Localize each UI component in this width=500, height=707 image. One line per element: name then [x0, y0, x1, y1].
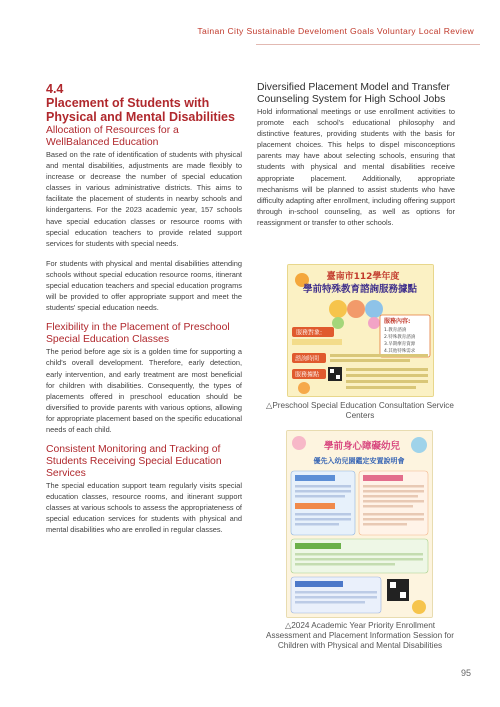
caption-preschool-consultation: △Preschool Special Education Consultation Service Centers [266, 401, 454, 420]
paragraph-diversified: Hold informational meetings or use enrollment activities to promote each school's educational philosophy and distinctive features, providing students with the basis for placement choices. This helps to dispel misconceptions parents may have about selecting schools, ensuring that students with physical and mental disabilities receive appropriate placement. Additionally, appropriate mechanisms will be planned to assist students who have difficulty adapting after enrollment, including offering support through in-school counseling, as well as options for reassignment or transfer to other schools. [257, 107, 455, 227]
poster1-tag-content: 服務內容: [384, 318, 411, 325]
poster2-graphic [287, 431, 432, 617]
poster1-graphic [288, 265, 433, 396]
caption-enrollment-session: △2024 Academic Year Priority Enrollment Assessment and Placement Information Session for Children with Physical and Mental Disabilities [266, 621, 454, 650]
poster1-tag-location: 服務據點 [295, 371, 320, 379]
paragraph-allocation: Based on the rate of identification of students with physical and mental disabilities, adjustments are made flexibly to increase or decrease the number of special education classes in various administrative districts. This aims to facilitate the placement of students in nearby schools and kindergartens. For the 2023 academic year, 157 schools have special education classes or resource rooms with special education teachers to provide related support services for students with special needs. [46, 150, 242, 248]
enrollment-session-poster [286, 430, 433, 618]
poster2-title-line1: 學前身心障礙幼兒 [323, 441, 401, 452]
header-rule [256, 44, 480, 45]
header-title: Tainan City Sustainable Develoment Goals Voluntary Local Review [197, 26, 474, 36]
poster1-title-line2: 學前特殊教育諮詢服務據點 [302, 284, 418, 295]
poster1-tag-time: 諮詢時間 [295, 355, 320, 363]
subheading-monitoring: Consistent Monitoring and Tracking of Students Receiving Special Education Services [46, 444, 222, 480]
subheading-allocation: Allocation of Resources for a WellBalanced Education [46, 125, 179, 148]
subheading-diversified: Diversified Placement Model and Transfer Counseling System for High School Jobs [257, 82, 450, 105]
svg-text:1.教育諮詢: 1.教育諮詢 [384, 328, 407, 333]
subheading-preschool: Flexibility in the Placement of Preschool Special Education Classes [46, 322, 230, 346]
paragraph-itinerant: For students with physical and mental disabilities attending schools without special education resource rooms, itinerant special education teachers and special education programs will be provided to offer appropriate support and meet the students' special education needs. [46, 258, 242, 313]
page-number: 95 [460, 668, 471, 678]
poster1-tag-target: 服務對象: [296, 329, 323, 337]
right-column [257, 82, 455, 228]
left-column [46, 82, 242, 536]
paragraph-preschool: The period before age six is a golden time for supporting a child's overall development. Therefore, early detection, early intervention, and early treatment are most beneficial for children with disabilities. Consequently, the types of placements offered in preschool education should be diversified to provide parents with various options, allowing for appropriate placement based on the specific educational needs of each child. [46, 347, 242, 434]
preschool-consultation-poster [287, 264, 434, 397]
poster2-title-line2: 優先入幼兒園鑑定安置說明會 [313, 457, 405, 465]
svg-text:2.特殊教育諮詢: 2.特殊教育諮詢 [384, 335, 416, 340]
section-number: 4.4 [46, 82, 64, 96]
poster1-title-line1: 臺南市112學年度 [326, 272, 400, 282]
section-title: Placement of Students with Physical and Mental Disabilities [46, 96, 235, 124]
svg-text:3.早期療育資源: 3.早期療育資源 [384, 342, 416, 347]
paragraph-monitoring: The special education support team regularly visits special education classes, resource rooms, and itinerant support classes at various schools to assess the appropriateness of special education services for students with physical and mental disabilities who are enrolled in regular classes. [46, 481, 242, 535]
svg-text:4.其他特殊需求: 4.其他特殊需求 [384, 349, 416, 354]
